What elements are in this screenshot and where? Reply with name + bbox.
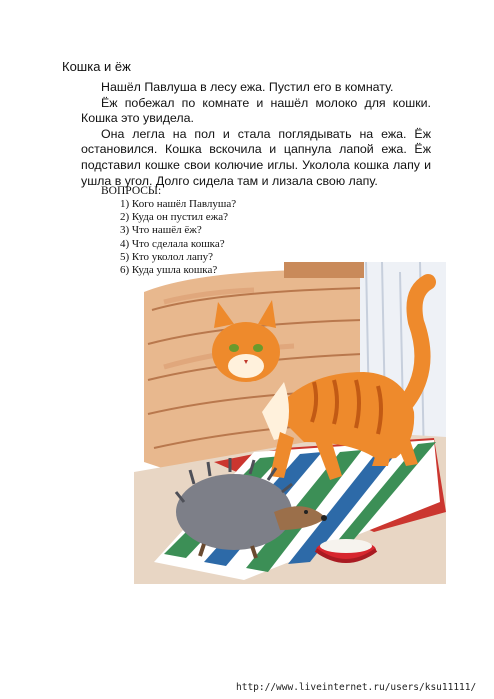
question-item: 4) Что сделала кошка?: [120, 237, 225, 250]
story-paragraph: Нашёл Павлуша в лесу ежа. Пустил его в комнату.: [101, 80, 394, 94]
question-item: 5) Кто уколол лапу?: [120, 250, 213, 263]
story-paragraph: Она легла на пол и стала поглядывать на ежа. Ёж остановился. Кошка вскочила и цапнула лапой ежа. Ёж подставил кошке свои колючие иглы. Уколола кошка лапу и ушла в угол. Долго сидела там и лизала свою лапу.: [81, 126, 431, 188]
question-item: 3) Что нашёл ёж?: [120, 224, 202, 237]
question-item: 6) Куда ушла кошка?: [120, 264, 218, 277]
questions-heading: ВОПРОСЫ:: [101, 185, 162, 197]
story-text: [81, 80, 431, 189]
question-item: 2) Куда он пустил ежа?: [120, 211, 229, 224]
story-paragraph: Ёж побежал по комнате и нашёл молоко для кошки. Кошка это увидела.: [81, 95, 431, 126]
cat-hedgehog-illustration: [134, 262, 446, 584]
question-item: 1) Кого нашёл Павлуша?: [120, 198, 237, 210]
milk-bowl: [316, 539, 376, 561]
source-url: http://www.liveinternet.ru/users/ksu11111/: [236, 682, 477, 693]
story-title: Кошка и ёж: [62, 59, 131, 74]
